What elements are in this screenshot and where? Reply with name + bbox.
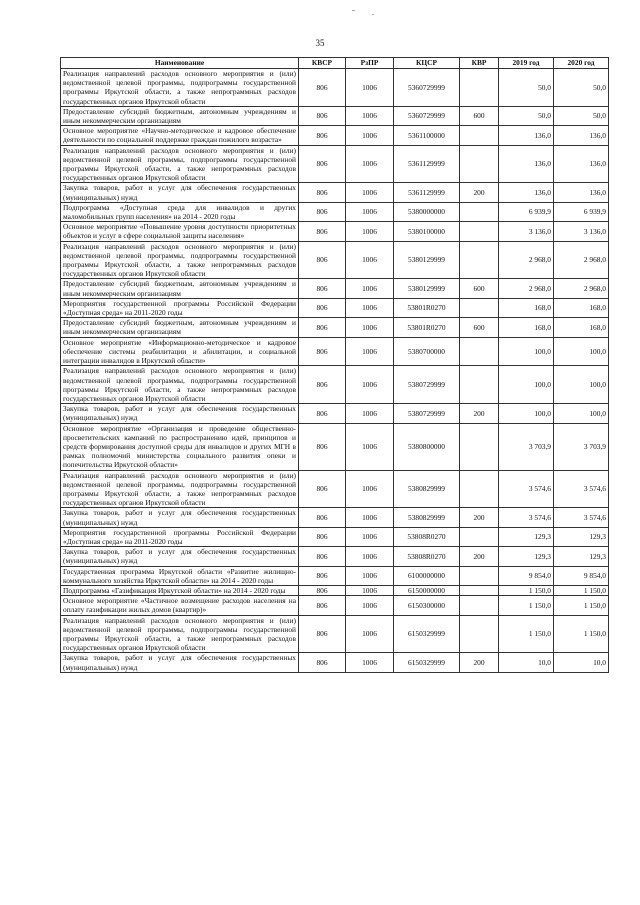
table-row bbox=[61, 527, 609, 546]
cell-rzpr: 1006 bbox=[346, 298, 394, 317]
cell-2020: 1 150,0 bbox=[554, 585, 609, 595]
cell-kvr bbox=[460, 145, 499, 183]
cell-kvr bbox=[460, 126, 499, 145]
cell-name: Мероприятия государственной программы Российской Федерации «Доступная среда» на 2011-2020 годы bbox=[61, 298, 299, 317]
cell-kvr bbox=[460, 527, 499, 546]
cell-2019: 1 150,0 bbox=[499, 615, 554, 653]
cell-2019: 136,0 bbox=[499, 126, 554, 145]
header-rzpr: РзПР bbox=[346, 58, 394, 69]
table-row bbox=[61, 69, 609, 107]
page-number: 35 bbox=[315, 38, 325, 48]
cell-name: Реализация направлений расходов основного мероприятия и (или) ведомственной целевой программы, подпрограммы государственной программы Иркутской области, а также непрограммных расходов государственных органов Иркутской области bbox=[61, 145, 299, 183]
cell-2020: 100,0 bbox=[554, 404, 609, 423]
header-row bbox=[61, 58, 609, 69]
cell-2020: 100,0 bbox=[554, 337, 609, 366]
table-row bbox=[61, 241, 609, 279]
cell-rzpr: 1006 bbox=[346, 566, 394, 585]
cell-rzpr: 1006 bbox=[346, 337, 394, 366]
cell-rzpr: 1006 bbox=[346, 508, 394, 527]
cell-2019: 50,0 bbox=[499, 106, 554, 125]
cell-rzpr: 1006 bbox=[346, 202, 394, 221]
cell-kvsr: 806 bbox=[299, 69, 346, 107]
cell-kvr bbox=[460, 222, 499, 241]
cell-kvr bbox=[460, 566, 499, 585]
cell-2020: 168,0 bbox=[554, 298, 609, 317]
cell-kvr bbox=[460, 69, 499, 107]
cell-kcsr: 5380829999 bbox=[394, 508, 460, 527]
budget-table bbox=[60, 57, 609, 673]
cell-kvr: 200 bbox=[460, 653, 499, 672]
cell-kcsr: 53801R0270 bbox=[394, 298, 460, 317]
table-row bbox=[61, 585, 609, 595]
cell-rzpr: 1006 bbox=[346, 318, 394, 337]
cell-kvsr: 806 bbox=[299, 298, 346, 317]
cell-2020: 3 574,6 bbox=[554, 508, 609, 527]
cell-name: Мероприятия государственной программы Российской Федерации «Доступная среда» на 2011-2020 годы bbox=[61, 527, 299, 546]
cell-kcsr: 6150329999 bbox=[394, 615, 460, 653]
cell-name: Подпрограмма «Доступная среда для инвалидов и других маломобильных групп населения» на 2014 - 2020 годы bbox=[61, 202, 299, 221]
cell-2020: 6 939,9 bbox=[554, 202, 609, 221]
cell-kcsr: 6150329999 bbox=[394, 653, 460, 672]
cell-name: Реализация направлений расходов основного мероприятия и (или) ведомственной целевой программы, подпрограммы государственной программы Иркутской области, а также непрограммных расходов государственных органов Иркутской области bbox=[61, 241, 299, 279]
cell-kvsr: 806 bbox=[299, 337, 346, 366]
cell-kvr bbox=[460, 615, 499, 653]
scan-speck bbox=[372, 14, 374, 15]
table-row bbox=[61, 596, 609, 615]
cell-name: Предоставление субсидий бюджетным, автономным учреждениям и иным некоммерческим организациям bbox=[61, 279, 299, 298]
table-row bbox=[61, 615, 609, 653]
cell-kcsr: 6150000000 bbox=[394, 585, 460, 595]
cell-2020: 168,0 bbox=[554, 318, 609, 337]
cell-name: Закупка товаров, работ и услуг для обеспечения государственных (муниципальных) нужд bbox=[61, 183, 299, 202]
table-row bbox=[61, 366, 609, 404]
table-row bbox=[61, 547, 609, 566]
cell-kvsr: 806 bbox=[299, 318, 346, 337]
cell-2020: 129,3 bbox=[554, 527, 609, 546]
cell-kcsr: 5380800000 bbox=[394, 423, 460, 470]
cell-kcsr: 5380129999 bbox=[394, 241, 460, 279]
cell-kcsr: 5361129999 bbox=[394, 183, 460, 202]
cell-kvsr: 806 bbox=[299, 423, 346, 470]
cell-kvsr: 806 bbox=[299, 404, 346, 423]
cell-name: Реализация направлений расходов основного мероприятия и (или) ведомственной целевой программы, подпрограммы государственной программы Иркутской области, а также непрограммных расходов государственных органов Иркутской области bbox=[61, 615, 299, 653]
cell-2020: 1 150,0 bbox=[554, 615, 609, 653]
cell-name: Подпрограмма «Газификация Иркутской области» на 2014 - 2020 годы bbox=[61, 585, 299, 595]
cell-name: Закупка товаров, работ и услуг для обеспечения государственных (муниципальных) нужд bbox=[61, 508, 299, 527]
cell-kcsr: 5380729999 bbox=[394, 404, 460, 423]
cell-2020: 50,0 bbox=[554, 106, 609, 125]
cell-rzpr: 1006 bbox=[346, 366, 394, 404]
table-row bbox=[61, 183, 609, 202]
cell-kcsr: 5361100000 bbox=[394, 126, 460, 145]
cell-kvr bbox=[460, 202, 499, 221]
table-row bbox=[61, 202, 609, 221]
cell-rzpr: 1006 bbox=[346, 585, 394, 595]
cell-2019: 3 136,0 bbox=[499, 222, 554, 241]
cell-kvsr: 806 bbox=[299, 653, 346, 672]
cell-2019: 6 939,9 bbox=[499, 202, 554, 221]
cell-rzpr: 1006 bbox=[346, 596, 394, 615]
cell-2020: 2 968,0 bbox=[554, 279, 609, 298]
table-row bbox=[61, 653, 609, 672]
table-row bbox=[61, 566, 609, 585]
cell-kvsr: 806 bbox=[299, 508, 346, 527]
cell-kvr: 200 bbox=[460, 404, 499, 423]
table-row bbox=[61, 318, 609, 337]
cell-2020: 9 854,0 bbox=[554, 566, 609, 585]
table-row bbox=[61, 145, 609, 183]
cell-kvsr: 806 bbox=[299, 596, 346, 615]
cell-2019: 136,0 bbox=[499, 183, 554, 202]
cell-kvr bbox=[460, 470, 499, 508]
cell-rzpr: 1006 bbox=[346, 615, 394, 653]
cell-kcsr: 6100000000 bbox=[394, 566, 460, 585]
cell-name: Предоставление субсидий бюджетным, автономным учреждениям и иным некоммерческим организациям bbox=[61, 318, 299, 337]
cell-kvr: 200 bbox=[460, 508, 499, 527]
cell-2020: 2 968,0 bbox=[554, 241, 609, 279]
cell-kvsr: 806 bbox=[299, 566, 346, 585]
cell-kvr bbox=[460, 241, 499, 279]
cell-kvr: 600 bbox=[460, 106, 499, 125]
cell-kvsr: 806 bbox=[299, 183, 346, 202]
cell-kvr: 600 bbox=[460, 318, 499, 337]
cell-name: Реализация направлений расходов основного мероприятия и (или) ведомственной целевой программы, подпрограммы государственной программы Иркутской области, а также непрограммных расходов государственных органов Иркутской области bbox=[61, 470, 299, 508]
cell-rzpr: 1006 bbox=[346, 145, 394, 183]
cell-kcsr: 53801R0270 bbox=[394, 318, 460, 337]
cell-kcsr: 5380129999 bbox=[394, 279, 460, 298]
cell-rzpr: 1006 bbox=[346, 183, 394, 202]
table-row bbox=[61, 423, 609, 470]
cell-2019: 2 968,0 bbox=[499, 241, 554, 279]
cell-name: Реализация направлений расходов основного мероприятия и (или) ведомственной целевой программы, подпрограммы государственной программы Иркутской области, а также непрограммных расходов государственных органов Иркутской области bbox=[61, 366, 299, 404]
cell-rzpr: 1006 bbox=[346, 106, 394, 125]
table-row bbox=[61, 222, 609, 241]
cell-rzpr: 1006 bbox=[346, 423, 394, 470]
cell-name: Основное мероприятие «Информационно-методическое и кадровое обеспечение системы реабилитации и абилитации, и социальной интеграции инвалидов в Иркутской области» bbox=[61, 337, 299, 366]
cell-2020: 136,0 bbox=[554, 126, 609, 145]
cell-kcsr: 53808R0270 bbox=[394, 527, 460, 546]
cell-kvsr: 806 bbox=[299, 106, 346, 125]
cell-2019: 129,3 bbox=[499, 527, 554, 546]
table-row bbox=[61, 337, 609, 366]
cell-2019: 136,0 bbox=[499, 145, 554, 183]
header-name: Наименование bbox=[61, 58, 299, 69]
cell-kvsr: 806 bbox=[299, 547, 346, 566]
table-row bbox=[61, 404, 609, 423]
cell-2020: 1 150,0 bbox=[554, 596, 609, 615]
cell-kvr bbox=[460, 596, 499, 615]
cell-rzpr: 1006 bbox=[346, 527, 394, 546]
cell-kvr bbox=[460, 366, 499, 404]
cell-rzpr: 1006 bbox=[346, 547, 394, 566]
cell-2020: 100,0 bbox=[554, 366, 609, 404]
cell-kvsr: 806 bbox=[299, 585, 346, 595]
cell-kvsr: 806 bbox=[299, 241, 346, 279]
cell-2019: 100,0 bbox=[499, 337, 554, 366]
cell-name: Государственная программа Иркутской области «Развитие жилищно-коммунального хозяйства Иркутской области» на 2014 - 2020 годы bbox=[61, 566, 299, 585]
cell-kcsr: 5360729999 bbox=[394, 106, 460, 125]
cell-2020: 136,0 bbox=[554, 183, 609, 202]
cell-kvsr: 806 bbox=[299, 470, 346, 508]
scan-speck bbox=[352, 10, 355, 11]
header-2019: 2019 год bbox=[499, 58, 554, 69]
cell-2020: 3 136,0 bbox=[554, 222, 609, 241]
cell-name: Предоставление субсидий бюджетным, автономным учреждениям и иным некоммерческим организациям bbox=[61, 106, 299, 125]
cell-rzpr: 1006 bbox=[346, 222, 394, 241]
cell-2020: 10,0 bbox=[554, 653, 609, 672]
table-row bbox=[61, 298, 609, 317]
cell-kcsr: 5380829999 bbox=[394, 470, 460, 508]
cell-rzpr: 1006 bbox=[346, 404, 394, 423]
cell-rzpr: 1006 bbox=[346, 69, 394, 107]
cell-name: Закупка товаров, работ и услуг для обеспечения государственных (муниципальных) нужд bbox=[61, 547, 299, 566]
cell-kvsr: 806 bbox=[299, 145, 346, 183]
cell-kvsr: 806 bbox=[299, 615, 346, 653]
cell-kvr bbox=[460, 423, 499, 470]
table-row bbox=[61, 126, 609, 145]
cell-kvr bbox=[460, 585, 499, 595]
cell-kvr bbox=[460, 337, 499, 366]
cell-2020: 129,3 bbox=[554, 547, 609, 566]
cell-rzpr: 1006 bbox=[346, 241, 394, 279]
header-kcsr: КЦСР bbox=[394, 58, 460, 69]
table-row bbox=[61, 106, 609, 125]
cell-name: Закупка товаров, работ и услуг для обеспечения государственных (муниципальных) нужд bbox=[61, 653, 299, 672]
cell-kcsr: 53808R0270 bbox=[394, 547, 460, 566]
cell-2020: 50,0 bbox=[554, 69, 609, 107]
cell-2019: 100,0 bbox=[499, 404, 554, 423]
cell-kcsr: 6150300000 bbox=[394, 596, 460, 615]
table-row bbox=[61, 279, 609, 298]
cell-kvr: 600 bbox=[460, 279, 499, 298]
cell-2019: 100,0 bbox=[499, 366, 554, 404]
cell-kvr: 200 bbox=[460, 183, 499, 202]
cell-kcsr: 5361129999 bbox=[394, 145, 460, 183]
cell-kvsr: 806 bbox=[299, 222, 346, 241]
cell-kvsr: 806 bbox=[299, 279, 346, 298]
cell-2020: 3 703,9 bbox=[554, 423, 609, 470]
cell-2019: 10,0 bbox=[499, 653, 554, 672]
cell-name: Основное мероприятие «Частичное возмещение расходов населения на оплату газификации жилых домов (квартир)» bbox=[61, 596, 299, 615]
cell-kcsr: 5380100000 bbox=[394, 222, 460, 241]
cell-2019: 9 854,0 bbox=[499, 566, 554, 585]
cell-name: Основное мероприятие «Научно-методическое и кадровое обеспечение деятельности по социальной поддержке граждан пожилого возраста» bbox=[61, 126, 299, 145]
cell-2019: 3 703,9 bbox=[499, 423, 554, 470]
cell-rzpr: 1006 bbox=[346, 279, 394, 298]
cell-name: Закупка товаров, работ и услуг для обеспечения государственных (муниципальных) нужд bbox=[61, 404, 299, 423]
cell-kvr bbox=[460, 298, 499, 317]
cell-2019: 168,0 bbox=[499, 298, 554, 317]
cell-name: Основное мероприятие «Организация и проведение общественно-просветительских кампаний по распространению идей, принципов и средств формирования доступной среды для инвалидов и других МГН в рамках полномочий министерства социального развития опеки и попечительства Иркутской области» bbox=[61, 423, 299, 470]
cell-rzpr: 1006 bbox=[346, 126, 394, 145]
cell-2020: 136,0 bbox=[554, 145, 609, 183]
cell-kcsr: 5380000000 bbox=[394, 202, 460, 221]
header-kvsr: КВСР bbox=[299, 58, 346, 69]
cell-name: Реализация направлений расходов основного мероприятия и (или) ведомственной целевой программы, подпрограммы государственной программы Иркутской области, а также непрограммных расходов государственных органов Иркутской области bbox=[61, 69, 299, 107]
table-row bbox=[61, 470, 609, 508]
cell-kvsr: 806 bbox=[299, 366, 346, 404]
cell-kcsr: 5380729999 bbox=[394, 366, 460, 404]
cell-2019: 129,3 bbox=[499, 547, 554, 566]
cell-name: Основное мероприятие «Повышение уровня доступности приоритетных объектов и услуг в сфере социальной защиты населения» bbox=[61, 222, 299, 241]
cell-kcsr: 5380700000 bbox=[394, 337, 460, 366]
cell-2019: 1 150,0 bbox=[499, 585, 554, 595]
cell-rzpr: 1006 bbox=[346, 653, 394, 672]
table-row bbox=[61, 508, 609, 527]
header-kvr: КВР bbox=[460, 58, 499, 69]
cell-kvsr: 806 bbox=[299, 126, 346, 145]
cell-2019: 50,0 bbox=[499, 69, 554, 107]
cell-2019: 2 968,0 bbox=[499, 279, 554, 298]
cell-2019: 168,0 bbox=[499, 318, 554, 337]
cell-kvr: 200 bbox=[460, 547, 499, 566]
cell-2019: 3 574,6 bbox=[499, 508, 554, 527]
cell-kvsr: 806 bbox=[299, 202, 346, 221]
header-2020: 2020 год bbox=[554, 58, 609, 69]
cell-kvsr: 806 bbox=[299, 527, 346, 546]
cell-2020: 3 574,6 bbox=[554, 470, 609, 508]
cell-2019: 3 574,6 bbox=[499, 470, 554, 508]
cell-rzpr: 1006 bbox=[346, 470, 394, 508]
cell-2019: 1 150,0 bbox=[499, 596, 554, 615]
cell-kcsr: 5360729999 bbox=[394, 69, 460, 107]
